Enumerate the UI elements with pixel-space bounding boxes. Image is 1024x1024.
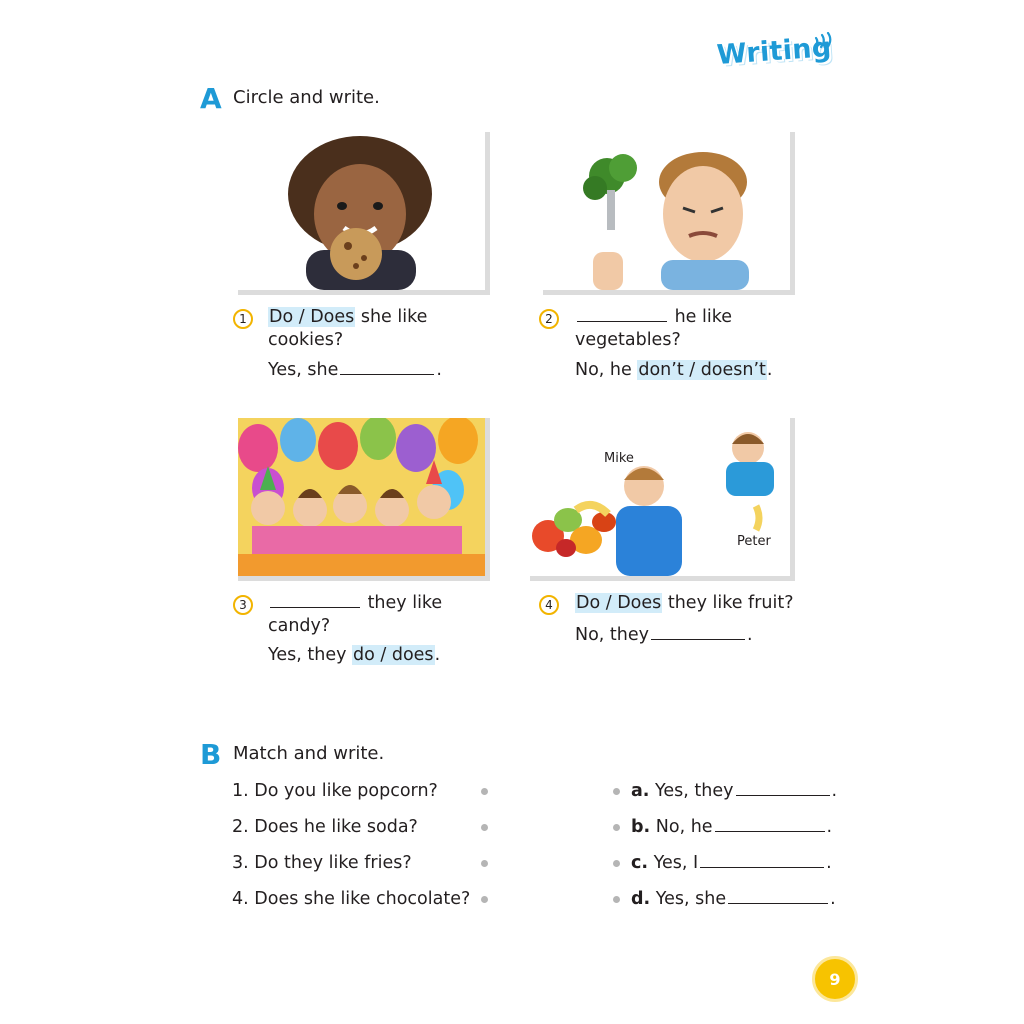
section-a-letter: A bbox=[200, 82, 222, 115]
item-2-choice[interactable]: don’t / doesn’t bbox=[638, 360, 766, 380]
match-answer-c: c. Yes, I . bbox=[631, 853, 832, 873]
item-4-answer-blank[interactable] bbox=[651, 625, 745, 640]
match-dot-left-4[interactable] bbox=[481, 896, 488, 903]
match-dot-left-1[interactable] bbox=[481, 788, 488, 795]
item-1-choice[interactable]: Do / Does bbox=[269, 307, 355, 327]
item-3-question-blank[interactable] bbox=[270, 593, 360, 608]
item-2-answer: No, he don’t / doesn’t. bbox=[575, 360, 773, 380]
item-3-question: they like bbox=[268, 591, 442, 615]
sound-waves-icon bbox=[812, 32, 834, 52]
match-dot-right-c[interactable] bbox=[613, 860, 620, 867]
match-question-1: 1. Do you like popcorn? bbox=[232, 781, 438, 801]
page-number: 9 bbox=[812, 956, 858, 1002]
item-2-question: he like bbox=[575, 305, 732, 329]
item-4-answer: No, they . bbox=[575, 625, 753, 645]
label-peter: Peter bbox=[737, 534, 771, 549]
item-3-answer: Yes, they do / does. bbox=[268, 645, 441, 665]
label-mike: Mike bbox=[604, 451, 634, 466]
item-2-question-blank[interactable] bbox=[577, 307, 667, 322]
picture-party-kids bbox=[238, 418, 490, 581]
item-3-number-badge: 3 bbox=[233, 595, 253, 615]
item-3-choice[interactable]: do / does bbox=[353, 645, 434, 665]
item-4-choice[interactable]: Do / Does bbox=[576, 593, 662, 613]
item-3-question-line2: candy? bbox=[268, 616, 331, 636]
match-dot-right-d[interactable] bbox=[613, 896, 620, 903]
match-answer-b: b. No, he . bbox=[631, 817, 833, 837]
item-1-answer-blank[interactable] bbox=[340, 360, 434, 375]
picture-fruit-boys bbox=[530, 418, 795, 581]
match-question-3: 3. Do they like fries? bbox=[232, 853, 412, 873]
match-dot-right-b[interactable] bbox=[613, 824, 620, 831]
item-4-question: Do / Does they like fruit? bbox=[576, 593, 794, 613]
item-1-answer: Yes, she . bbox=[268, 360, 442, 380]
match-dot-right-a[interactable] bbox=[613, 788, 620, 795]
item-2-number-badge: 2 bbox=[539, 309, 559, 329]
picture-girl-cookie bbox=[238, 132, 490, 295]
match-dot-left-2[interactable] bbox=[481, 824, 488, 831]
section-b-instruction: Match and write. bbox=[233, 743, 385, 764]
item-1-question: Do / Does she like bbox=[269, 307, 428, 327]
match-question-4: 4. Does she like chocolate? bbox=[232, 889, 471, 909]
match-question-2: 2. Does he like soda? bbox=[232, 817, 418, 837]
match-answer-c-blank[interactable] bbox=[700, 853, 824, 868]
match-answer-d-blank[interactable] bbox=[728, 889, 828, 904]
item-1-number-badge: 1 bbox=[233, 309, 253, 329]
match-dot-left-3[interactable] bbox=[481, 860, 488, 867]
match-answer-d: d. Yes, she . bbox=[631, 889, 836, 909]
section-b-letter: B bbox=[200, 738, 222, 771]
item-4-number-badge: 4 bbox=[539, 595, 559, 615]
section-a-instruction: Circle and write. bbox=[233, 87, 380, 108]
writing-header: Writing bbox=[715, 32, 833, 71]
item-1-question-line2: cookies? bbox=[268, 330, 344, 350]
item-2-question-line2: vegetables? bbox=[575, 330, 681, 350]
match-answer-a-blank[interactable] bbox=[736, 781, 830, 796]
picture-boy-broccoli bbox=[543, 132, 795, 295]
match-answer-a: a. Yes, they . bbox=[631, 781, 838, 801]
match-answer-b-blank[interactable] bbox=[715, 817, 825, 832]
